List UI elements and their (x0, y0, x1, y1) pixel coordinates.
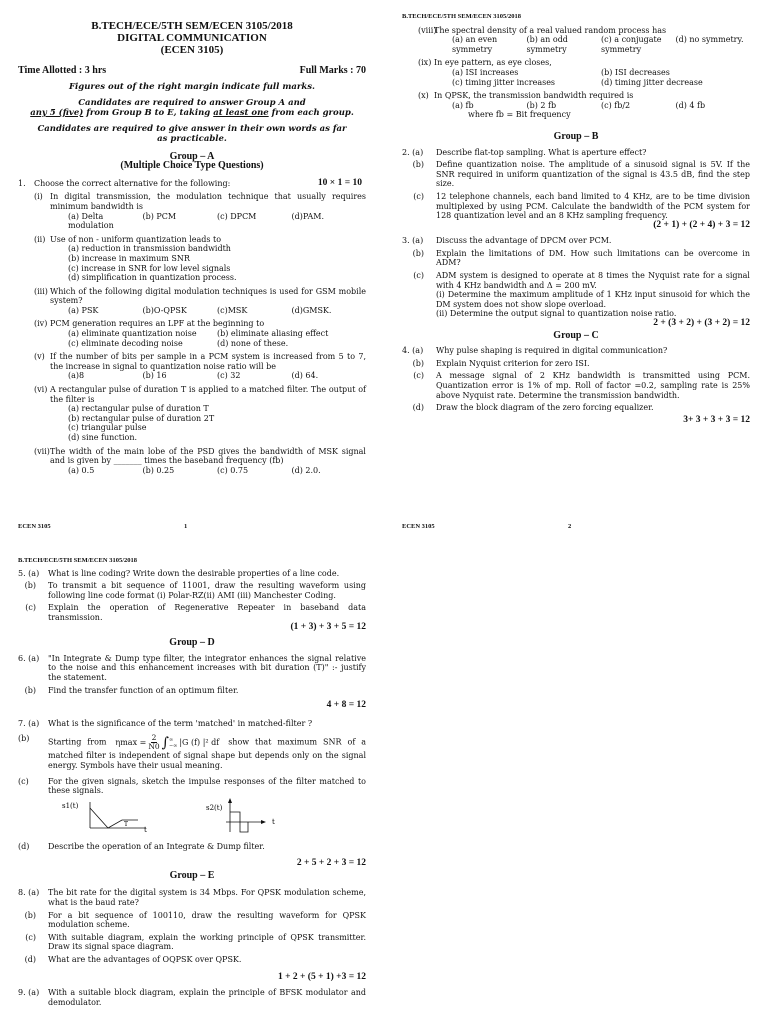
signal-sketches (18, 798, 366, 838)
integral-limits (169, 737, 177, 749)
mcq-option: (d) simplification in quantization process. (68, 273, 237, 283)
mcq-option: (a) Delta modulation (68, 211, 114, 231)
question-2 (402, 148, 750, 221)
instruction-3 (18, 109, 366, 119)
sub-question (402, 271, 750, 290)
question-number: (d) (18, 841, 30, 851)
mcq-list-page1 (18, 192, 366, 475)
mcq-question-row (18, 447, 366, 466)
mcq-option: (a) ISI increases (452, 67, 519, 77)
sub-question-number: (b) (24, 910, 36, 920)
footer-code: ECEN 3105 (402, 523, 435, 530)
time-marks-row (18, 66, 366, 76)
mcq-question-row (402, 26, 750, 36)
mcq-option: (d) none of these. (217, 338, 289, 348)
question-number: (b) (18, 734, 30, 744)
mcq-question-text: Use of non - uniform quantization leads to (50, 234, 222, 244)
question-number: 1. (18, 178, 26, 188)
sub-question (18, 933, 366, 952)
mcq-item (18, 447, 366, 476)
question-5-marks: (1 + 3) + 3 + 5 = 12 (290, 621, 366, 632)
question-text: With a suitable block diagram, explain the principle of BFSK modulator and demodulator. (48, 988, 366, 1007)
instruction-3-mid: from Group B to E, taking (83, 107, 214, 118)
mcq-question-row (18, 287, 366, 306)
sub-question-text: Define quantization noise. The amplitude of a sinusoid signal is 5V. If the SNR required in uniform quantization of the signal is 43.5 dB, find the step size. (436, 160, 750, 189)
mcq-option: (c) 32 (217, 371, 241, 381)
sub-question-text: For a bit sequence of 100110, draw the resulting waveform for QPSK modulation scheme. (48, 910, 366, 930)
sub-question (402, 371, 750, 400)
mcq-options (452, 101, 750, 111)
instruction-3-end: from each group. (268, 107, 354, 118)
mcq-question-row (18, 235, 366, 245)
sub-question-text: A message signal of 2 KHz bandwidth is transmitted using PCM. Quantization error is 1% of mp. Roll of factor =0.2, sampling rate is 25% above Nyquist rate. Determine the transmission bandwidth. (436, 371, 750, 400)
sub-question-text: ADM system is designed to operate at 8 times the Nyquist rate for a signal with 4 KHz bandwidth and Δ = 200 mV. (436, 271, 750, 290)
s2-y-arrow (228, 798, 232, 803)
question-3-c-i: (i) Determine the maximum amplitude of 1 KHz input sinusoid for which the DM system does not show slope overload. (436, 290, 750, 309)
question-8-marks: 1 + 2 + (5 + 1) +3 = 12 (277, 971, 366, 982)
mcq-item (402, 91, 750, 120)
mcq-question-text: The width of the main lobe of the PSD gives the bandwidth of MSK signal and is given by _______ times the baseband frequency (fb) (50, 446, 366, 466)
question-8 (18, 888, 366, 964)
mcq-options (68, 306, 366, 316)
mcq-option: (c) timing jitter increases (452, 77, 556, 87)
mcq-option: (d) 4 fb (675, 100, 706, 110)
fraction-denominator: N0 (148, 742, 160, 752)
formula-fraction (148, 734, 159, 751)
mcq-question-row (18, 385, 366, 404)
mcq-option: (d) no symmetry. (675, 35, 744, 45)
question-7b (18, 734, 366, 770)
mcq-question-text: If the number of bits per sample in a PCM system is increased from 5 to 7, the increase in signal to quantization noise ratio will be (50, 352, 366, 371)
s1-T-label: T (124, 820, 129, 828)
mcq-options (68, 212, 366, 231)
signal-s1 (62, 802, 147, 834)
mcq-question-row (402, 91, 750, 101)
page-3 (18, 556, 366, 1007)
s2-label: s2(t) (206, 803, 223, 812)
sub-question-text: What are the advantages of OQPSK over QPSK. (48, 955, 242, 965)
question-4-marks: 3+ 3 + 3 + 3 = 12 (683, 414, 750, 425)
question-text-pre: Starting from (48, 737, 107, 747)
group-e-title: Group – E (169, 869, 215, 881)
mcq-option: (b)O-QPSK (142, 305, 187, 315)
question-text: Choose the correct alternative for the following: (34, 178, 231, 188)
mcq-option: (c) 0.75 (217, 465, 249, 475)
sub-question-number: (d) (24, 955, 36, 965)
mcq-option: (a) 0.5 (68, 465, 95, 475)
mcq-option: (c)MSK (217, 305, 248, 315)
sub-question-text: Why pulse shaping is required in digital communication? (436, 346, 668, 356)
mcq-number: (viii) (418, 25, 437, 35)
mcq-options (68, 329, 366, 348)
mcq-number: (iv) (34, 319, 48, 329)
mcq-question-text: Which of the following digital modulation techniques is used for GSM mobile system? (50, 286, 366, 306)
sub-question-number: (c) (25, 932, 36, 942)
group-d-title: Group – D (169, 637, 215, 649)
sub-question-number: (b) (412, 160, 424, 170)
s1-waveform (90, 808, 138, 828)
mcq-item (18, 235, 366, 283)
mcq-option: (a) rectangular pulse of duration T (68, 404, 209, 414)
question-2-marks: (2 + 1) + (2 + 4) + 3 = 12 (653, 219, 750, 230)
mcq-question-row (18, 192, 366, 211)
sub-question (18, 581, 366, 600)
subject-code: (ECEN 3105) (160, 44, 224, 56)
mcq-option: (c) increase in SNR for low level signals (68, 263, 231, 273)
sub-question-number: 8. (a) (18, 888, 40, 898)
sub-question-text: Find the transfer function of an optimum filter. (48, 685, 239, 695)
question-7-marks: 2 + 5 + 2 + 3 = 12 (296, 858, 366, 869)
mcq-question-row (402, 58, 750, 68)
instruction-3-any5: any 5 (five) (30, 107, 84, 118)
mcq-item (18, 352, 366, 381)
mcq-list-page2 (402, 26, 750, 120)
question-marks: 10 × 1 = 10 (317, 177, 362, 188)
signal-s2 (206, 798, 275, 832)
sub-question-text: Explain the operation of Regenerative Repeater in baseband data transmission. (48, 603, 366, 622)
mcq-option: (b) ISI decreases (601, 67, 670, 77)
mcq-option: (b) 0.25 (142, 465, 175, 475)
question-5 (18, 569, 366, 623)
sub-question (402, 236, 750, 246)
mcq-number: (vi) (34, 385, 48, 395)
sub-question-text: To transmit a bit sequence of 11001, draw the resulting waveform using following line code format (i) Polar-RZ(ii) AMI (iii) Manchester Coding. (48, 581, 366, 600)
sub-question-number: (c) (413, 191, 424, 201)
sub-question-number: 4. (a) (402, 346, 424, 356)
question-4 (402, 346, 750, 413)
instruction-3-atleast: at least one (213, 107, 269, 118)
sub-question-number: (b) (24, 685, 36, 695)
mcq-option: (d) 64. (291, 371, 319, 381)
mcq-options (452, 68, 750, 87)
mcq-question-row (18, 352, 366, 371)
question-3-marks: 2 + (3 + 2) + (3 + 2) = 12 (653, 318, 750, 329)
sub-question-text: 12 telephone channels, each band limited to 4 KHz, are to be time division multiplexed by using PCM. Calculate the bandwidth of the PCM system for 128 quantization level and an 8 KHz sampling frequency. (436, 191, 750, 221)
mcq-option: (d) sine function. (68, 433, 138, 442)
sub-question (402, 160, 750, 189)
instruction-1: Figures out of the right margin indicate full marks. (69, 81, 315, 92)
question-7a (18, 719, 366, 729)
sub-question (402, 346, 750, 356)
mcq-option: (d)GMSK. (291, 305, 332, 315)
integral-lower: −∞ (168, 742, 178, 749)
formula-eta: ηmax = (115, 738, 147, 748)
question-7d (18, 842, 366, 852)
page-2 (402, 12, 750, 530)
sub-question (18, 911, 366, 930)
mcq-item (402, 26, 750, 55)
mcq-number: (x) (418, 91, 429, 101)
question-7b-body (48, 734, 366, 770)
sub-question-text: "In Integrate & Dump type filter, the integrator enhances the signal relative to the noise and this enhancement increases with bit duration (T)" :- justify the statement. (48, 653, 366, 682)
question-3-c-ii: (ii) Determine the output signal to quantization noise ratio. (436, 309, 677, 319)
sub-question-number: (b) (24, 581, 36, 591)
group-c-title: Group – C (553, 329, 599, 341)
mcq-option: (b) eliminate aliasing effect (217, 329, 329, 339)
question-3 (402, 236, 750, 290)
s1-label: s1(t) (62, 801, 79, 810)
full-marks: Full Marks : 70 (299, 65, 366, 76)
sub-question-text: Explain the limitations of DM. How such limitations can be overcome in ADM? (436, 248, 750, 268)
mcq-number: (vii) (34, 446, 50, 456)
mcq-number: (i) (34, 192, 43, 202)
mcq-option: (a) reduction in transmission bandwidth (68, 244, 231, 254)
mcq-item (18, 319, 366, 348)
mcq-option: (d) timing jitter decrease (601, 77, 703, 87)
question-text: What is the significance of the term 'matched' in matched-filter ? (48, 718, 313, 728)
mcq-option: (b) an odd symmetry (526, 35, 568, 54)
sub-question (402, 403, 750, 413)
exam-code-header: B.TECH/ECE/5TH SEM/ECEN 3105/2018 (91, 20, 293, 32)
s1-t-label: t (144, 825, 147, 834)
sub-question-text: Draw the block diagram of the zero forcing equalizer. (436, 403, 654, 413)
mcq-question-text: In eye pattern, as eye closes, (434, 58, 552, 68)
mcq-option: (c) a conjugate symmetry (601, 35, 662, 54)
mcq-options (68, 466, 366, 476)
sub-question (18, 654, 366, 683)
page-header: B.TECH/ECE/5TH SEM/ECEN 3105/2018 (18, 557, 138, 564)
mcq-question-text: In digital transmission, the modulation technique that usually requires minimum bandwidth is (50, 192, 366, 211)
integral-symbol: ∫ (161, 734, 169, 751)
sub-question-text: What is line coding? Write down the desirable properties of a line code. (48, 568, 340, 578)
sub-question-number: 3. (a) (402, 236, 424, 246)
question-6-marks: 4 + 8 = 12 (326, 700, 366, 711)
footer-page-number: 2 (568, 523, 572, 530)
mcq-item (18, 192, 366, 230)
instruction-2: Candidates are required to answer Group A and (78, 98, 306, 109)
mcq-option: (a) eliminate quantization noise (68, 329, 197, 339)
subject-title: DIGITAL COMMUNICATION (117, 32, 267, 44)
sub-question (18, 955, 366, 965)
question-7c (18, 777, 366, 796)
sub-question (402, 192, 750, 221)
sub-question-number: 6. (a) (18, 653, 40, 663)
fraction-numerator: 2 (151, 733, 157, 743)
integral-upper: ∞ (168, 736, 174, 743)
formula-expression: |G (f) |² df (179, 738, 220, 748)
mcq-option: (d)PAM. (291, 211, 325, 221)
mcq-option: (a) PSK (68, 305, 99, 315)
question-text-post: show that maximum SNR of a matched filter is independent of signal shape but depends only on the signal energy. Symbols have their usual meaning. (48, 737, 366, 770)
mcq-option: (a) an even symmetry (452, 35, 498, 54)
sub-question (402, 148, 750, 158)
sub-question-text: With suitable diagram, explain the working principle of QPSK transmitter. Draw its signal space diagram. (48, 932, 366, 952)
question-number: 7. (a) (18, 718, 40, 728)
mcq-question-text: In QPSK, the transmission bandwidth required is (434, 91, 634, 101)
footer-code: ECEN 3105 (18, 523, 51, 530)
time-allotted: Time Allotted : 3 hrs (18, 65, 107, 76)
sub-question-number: (b) (412, 358, 424, 368)
sub-question-number: 5. (a) (18, 568, 40, 578)
mcq-number: (iii) (34, 286, 48, 296)
sub-question (18, 686, 366, 696)
question-number: (c) (18, 776, 29, 786)
sub-question-number: (c) (25, 603, 36, 613)
formula (115, 734, 219, 751)
mcq-option: (d) 2.0. (291, 465, 321, 475)
question-number: 9. (a) (18, 988, 40, 998)
sub-question (18, 603, 366, 622)
sub-question-text: Explain Nyquist criterion for zero ISI. (436, 358, 590, 368)
mcq-number: (ii) (34, 234, 46, 244)
mcq-option: (b) 2 fb (526, 100, 557, 110)
sub-question (18, 888, 366, 907)
question-text: Describe the operation of an Integrate & Dump filter. (48, 841, 265, 851)
sub-question-text: The bit rate for the digital system is 34 Mbps. For QPSK modulation scheme, what is the baud rate? (48, 888, 366, 908)
mcq-option: (c) fb/2 (601, 100, 631, 110)
sub-question-text: Describe flat-top sampling. What is aperture effect? (436, 147, 647, 157)
mcq-question-row (18, 319, 366, 329)
mcq-option: (b) increase in maximum SNR (68, 253, 190, 263)
question-text: For the given signals, sketch the impulse responses of the filter matched to these signals. (48, 776, 366, 796)
mcq-extra-note: where fb = Bit frequency (468, 110, 571, 120)
mcq-item (18, 287, 366, 316)
mcq-options (68, 244, 366, 282)
sub-question (402, 359, 750, 369)
mcq-option: (b) 16 (142, 371, 167, 381)
mcq-number: (ix) (418, 58, 432, 68)
sub-question-number: (c) (413, 271, 424, 281)
question-9a (18, 988, 366, 1007)
mcq-options (68, 371, 366, 381)
mcq-option: (b) PCM (142, 211, 177, 221)
mcq-option: (c) DPCM (217, 211, 257, 221)
mcq-item (18, 385, 366, 443)
mcq-option: (a)8 (68, 371, 85, 381)
group-a-title: Group – A (169, 150, 215, 162)
mcq-options (68, 404, 366, 442)
s2-x-arrow (261, 820, 266, 824)
page-header: B.TECH/ECE/5TH SEM/ECEN 3105/2018 (402, 13, 522, 20)
mcq-option: (a) fb (452, 100, 474, 110)
question-6 (18, 654, 366, 695)
sub-question (402, 249, 750, 268)
question-1 (18, 179, 366, 189)
mcq-item (402, 58, 750, 87)
sub-question (18, 569, 366, 579)
sub-question-number: (b) (412, 248, 424, 258)
footer-page-number: 1 (184, 523, 188, 530)
mcq-question-text: The spectral density of a real valued random process has (434, 25, 667, 35)
sub-question-number: (c) (413, 371, 424, 381)
page-1 (18, 18, 366, 530)
group-b-title: Group – B (553, 130, 599, 142)
mcq-option: (c) eliminate decoding noise (68, 338, 183, 348)
mcq-number: (v) (34, 352, 45, 362)
sub-question-number: (d) (412, 403, 424, 413)
mcq-option: (b) rectangular pulse of duration 2T (68, 413, 215, 423)
mcq-option: (c) triangular pulse (68, 423, 147, 433)
s2-t-label: t (272, 817, 275, 826)
mcq-options (452, 35, 750, 54)
group-a-subtitle: (Multiple Choice Type Questions) (120, 160, 264, 172)
mcq-question-text: PCM generation requires an LPF at the beginning to (50, 319, 265, 329)
instruction-4: Candidates are required to give answer in their own words as far as practicable. (37, 124, 347, 144)
sub-question-number: 2. (a) (402, 147, 424, 157)
sub-question-text: Discuss the advantage of DPCM over PCM. (436, 236, 612, 246)
mcq-question-text: A rectangular pulse of duration T is applied to a matched filter. The output of the filter is (50, 385, 366, 404)
